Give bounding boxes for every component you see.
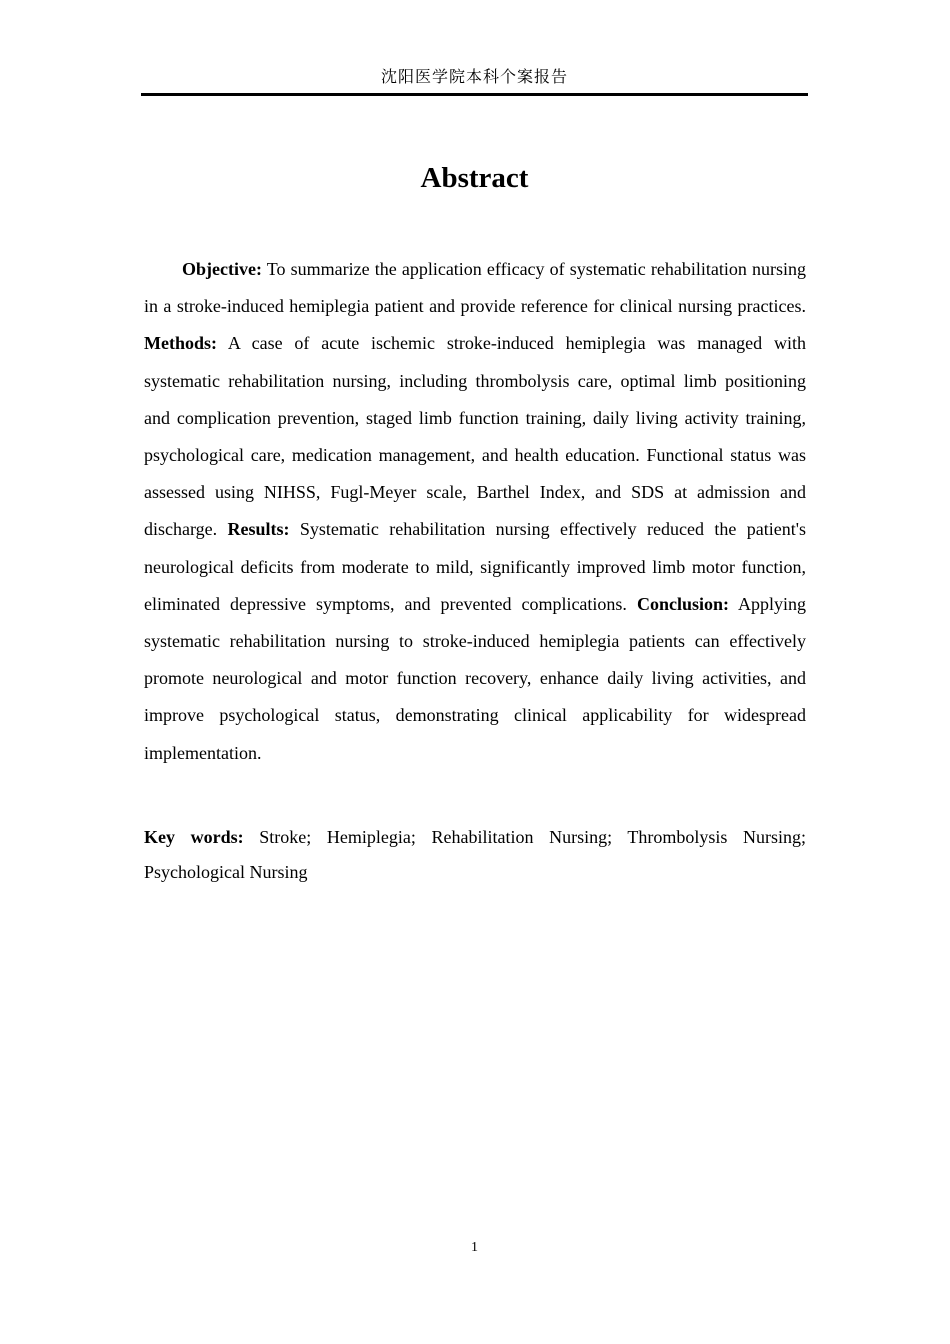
abstract-paragraph — [144, 251, 806, 772]
keywords-text: Stroke; Hemiplegia; Rehabilitation Nursing; Thrombolysis Nursing; Psychological Nursing — [144, 827, 806, 882]
methods-label: Methods: — [144, 333, 217, 354]
conclusion-text: Applying systematic rehabilitation nursing to stroke-induced hemiplegia patients can effectively promote neurological and motor function recovery, enhance daily living activities, and improve psychological status, demonstrating clinical applicability for widespread implementation. — [144, 593, 807, 763]
results-text: Systematic rehabilitation nursing effectively reduced the patient's neurological deficits from moderate to mild, significantly improved limb motor function, eliminated depressive symptoms, and prevented complications. — [144, 519, 806, 614]
conclusion-label: Conclusion: — [636, 593, 729, 614]
methods-text: A case of acute ischemic stroke-induced hemiplegia was managed with systematic rehabilitation nursing, including thrombolysis care, optimal limb positioning and complication prevention, staged limb function training, daily living activity training, psychological care, medication management, and health education. Functional status was assessed using NIHSS, Fugl-Meyer scale, Barthel Index, and SDS at admission and discharge. — [144, 333, 806, 540]
results-label: Results: — [227, 519, 290, 540]
header-rule — [141, 93, 808, 96]
abstract-title: Abstract — [420, 162, 529, 194]
objective-text: To summarize the application efficacy of systematic rehabilitation nursing in a stroke-induced hemiplegia patient and provide reference for clinical nursing practices. — [144, 259, 806, 317]
page-number: 1 — [471, 1240, 478, 1255]
running-header: 沈阳医学院本科个案报告 — [380, 67, 568, 86]
keywords-label: Key words: — [144, 827, 244, 847]
objective-label: Objective: — [182, 259, 262, 279]
keywords-paragraph — [144, 820, 806, 890]
